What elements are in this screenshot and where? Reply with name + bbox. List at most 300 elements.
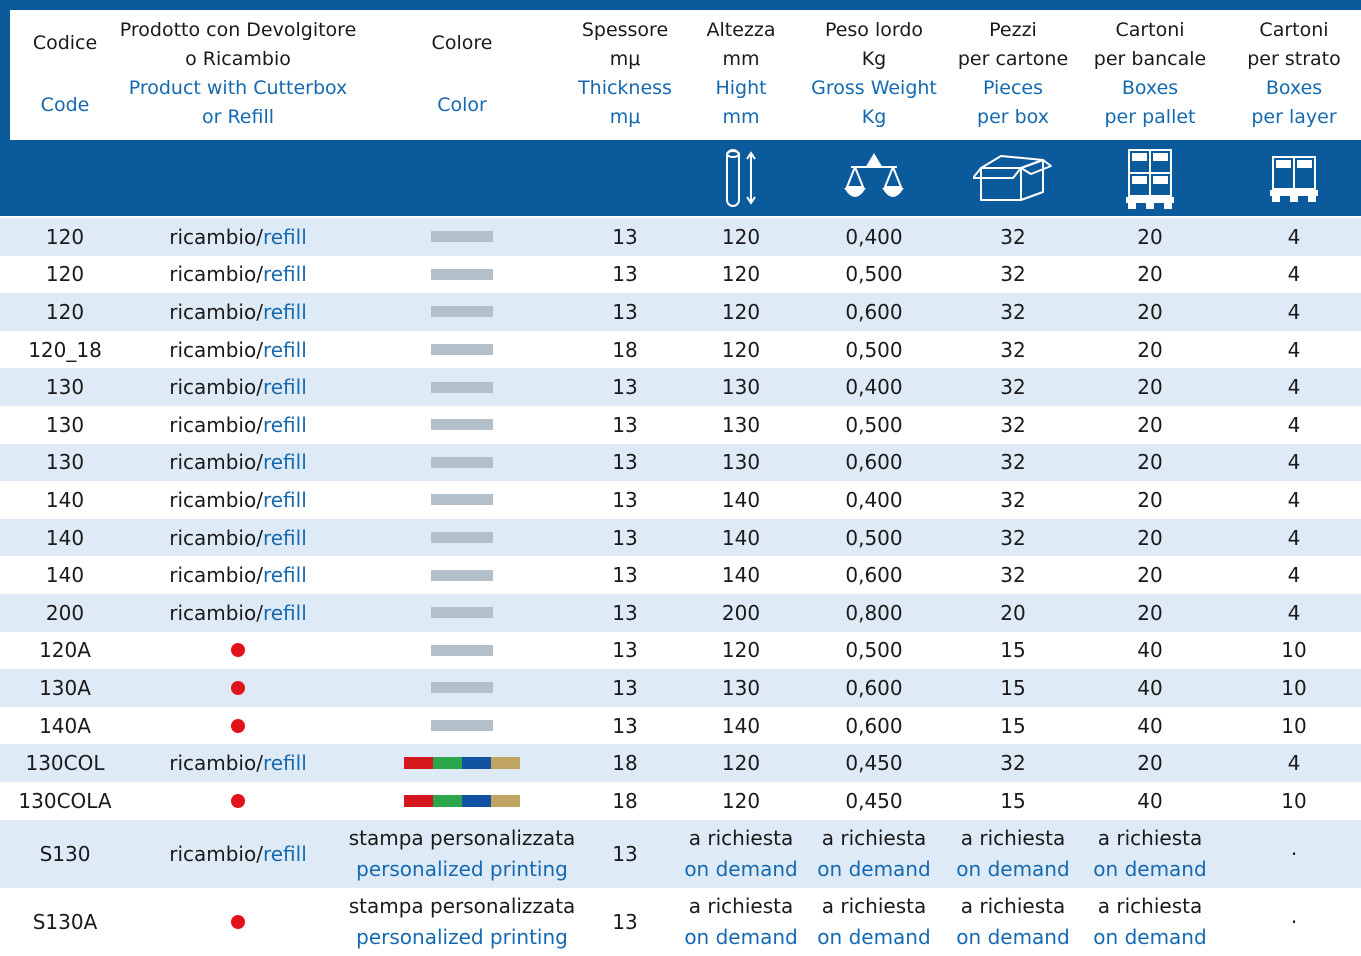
height-roll-icon <box>696 146 786 210</box>
color-swatch-segment <box>404 757 433 769</box>
cell-thickness <box>565 256 685 294</box>
pieces-per-box-value: 32 <box>1000 487 1026 512</box>
cell-boxes-per-layer <box>1229 556 1359 594</box>
cell-boxes-per-layer <box>1229 594 1359 632</box>
header-label-en: Thickness mμ <box>578 77 672 128</box>
cell-color <box>362 481 562 519</box>
cell-thickness <box>565 744 685 782</box>
cell-boxes-per-pallet <box>1085 707 1215 745</box>
refill-label-it: ricambio/ <box>169 841 263 866</box>
cell-weight <box>799 218 949 256</box>
cell-product-type <box>120 820 356 888</box>
table-row <box>0 632 1361 670</box>
code-value: 120 <box>45 299 85 324</box>
boxes-per-layer-value: 10 <box>1281 788 1307 813</box>
cell-thickness <box>565 594 685 632</box>
cell-height <box>686 444 796 482</box>
pieces-per-box-value: 32 <box>1000 525 1026 550</box>
cell-boxes-per-layer <box>1229 444 1359 482</box>
refill-label-it: ricambio/ <box>169 412 263 437</box>
pieces-per-box-value: 20 <box>1000 600 1026 625</box>
refill-label-en: refill <box>262 525 307 550</box>
cell-height <box>686 481 796 519</box>
weight-value: 0,600 <box>845 299 903 324</box>
code-value: 130 <box>45 412 85 437</box>
cell-code <box>10 406 120 444</box>
refill-label-it: ricambio/ <box>169 224 263 249</box>
cell-boxes-per-pallet <box>1085 820 1215 888</box>
cell-pieces-per-box <box>948 256 1078 294</box>
boxes-per-pallet-value: 20 <box>1137 525 1163 550</box>
cell-boxes-per-layer <box>1229 406 1359 444</box>
refill-label-en: refill <box>262 224 307 249</box>
cell-boxes-per-layer <box>1229 256 1359 294</box>
thickness-value: 13 <box>612 375 638 400</box>
table-row <box>0 594 1361 632</box>
cell-thickness <box>565 888 685 956</box>
cell-pieces-per-box <box>948 293 1078 331</box>
code-value: 130COL <box>25 751 105 776</box>
cell-weight <box>799 888 949 956</box>
code-value: 140 <box>45 563 85 588</box>
cell-weight <box>799 519 949 557</box>
refill-label-en: refill <box>262 262 307 287</box>
cell-color <box>362 632 562 670</box>
color-swatch-grey <box>431 231 493 242</box>
boxes-per-layer-value: 4 <box>1287 487 1301 512</box>
cell-weight <box>799 406 949 444</box>
demand-label-it: a richiesta <box>960 893 1066 918</box>
cell-color <box>362 519 562 557</box>
cell-boxes-per-pallet <box>1085 744 1215 782</box>
code-value: 130A <box>39 675 91 700</box>
weight-value: 0,500 <box>845 525 903 550</box>
refill-label-en: refill <box>262 337 307 362</box>
header-pieces-per-box <box>948 10 1078 138</box>
cell-weight <box>799 669 949 707</box>
color-swatch-grey <box>431 344 493 355</box>
demand-label-it: a richiesta <box>960 825 1066 850</box>
pieces-per-box-value: 32 <box>1000 375 1026 400</box>
cutterbox-dot-icon <box>231 719 245 733</box>
refill-label-it: ricambio/ <box>169 450 263 475</box>
color-swatch-segment <box>491 795 520 807</box>
cell-height <box>686 707 796 745</box>
header-label-en: Boxes per layer <box>1251 77 1337 128</box>
boxes-per-layer-value: · <box>1290 909 1298 934</box>
refill-label-it: ricambio/ <box>169 563 263 588</box>
table-row <box>0 293 1361 331</box>
cell-height <box>686 888 796 956</box>
header-label-it: Cartoni per strato <box>1247 19 1341 70</box>
cell-boxes-per-pallet <box>1085 632 1215 670</box>
weight-value: 0,400 <box>845 487 903 512</box>
cell-weight <box>799 293 949 331</box>
header-label-en: Pieces per box <box>977 77 1049 128</box>
boxes-per-layer-value: · <box>1290 841 1298 866</box>
header-boxes-per-pallet <box>1085 10 1215 138</box>
cutterbox-dot-icon <box>231 643 245 657</box>
cell-boxes-per-pallet <box>1085 669 1215 707</box>
cell-boxes-per-pallet <box>1085 782 1215 820</box>
cell-pieces-per-box <box>948 368 1078 406</box>
cell-color <box>362 782 562 820</box>
cell-height <box>686 218 796 256</box>
boxes-per-pallet-value: 20 <box>1137 224 1163 249</box>
pieces-per-box-value: 15 <box>1000 788 1026 813</box>
table-row <box>0 519 1361 557</box>
refill-label-it: ricambio/ <box>169 525 263 550</box>
header-label-it: Pezzi per cartone <box>957 19 1069 70</box>
boxes-per-pallet-value: 20 <box>1137 487 1163 512</box>
height-value: 120 <box>721 751 761 776</box>
height-value: 120 <box>721 788 761 813</box>
header-height <box>686 10 796 138</box>
color-swatch-grey <box>431 532 493 543</box>
weight-value: 0,400 <box>845 375 903 400</box>
cell-boxes-per-layer <box>1229 744 1359 782</box>
pieces-per-box-value: 32 <box>1000 224 1026 249</box>
cell-color <box>362 218 562 256</box>
cell-height <box>686 744 796 782</box>
weight-value: 0,500 <box>845 262 903 287</box>
header-label-en: Code <box>40 94 90 116</box>
height-value: 140 <box>721 487 761 512</box>
height-value: 120 <box>721 638 761 663</box>
weight-value: 0,600 <box>845 675 903 700</box>
cell-height <box>686 331 796 369</box>
cell-boxes-per-layer <box>1229 888 1359 956</box>
height-value: 120 <box>721 299 761 324</box>
header-color <box>362 10 562 138</box>
cell-weight <box>799 256 949 294</box>
cell-code <box>10 331 120 369</box>
cell-pieces-per-box <box>948 594 1078 632</box>
cell-code <box>10 782 120 820</box>
table-row <box>0 744 1361 782</box>
header-label-it: Altezza mm <box>706 19 776 70</box>
table-row <box>0 406 1361 444</box>
refill-label-en: refill <box>262 600 307 625</box>
height-value: 140 <box>721 563 761 588</box>
cell-color <box>362 707 562 745</box>
thickness-value: 13 <box>612 412 638 437</box>
demand-label-en: on demand <box>1093 924 1207 949</box>
cell-pieces-per-box <box>948 669 1078 707</box>
pieces-per-box-value: 32 <box>1000 751 1026 776</box>
header-label-it: Codice <box>32 32 98 54</box>
cell-product-type <box>120 256 356 294</box>
thickness-value: 13 <box>612 675 638 700</box>
cell-product-type <box>120 594 356 632</box>
thickness-value: 13 <box>612 909 638 934</box>
height-value: 130 <box>721 412 761 437</box>
cell-thickness <box>565 707 685 745</box>
weight-value: 0,600 <box>845 450 903 475</box>
weight-value: 0,600 <box>845 563 903 588</box>
boxes-per-pallet-value: 40 <box>1137 675 1163 700</box>
cell-code <box>10 481 120 519</box>
cutterbox-dot-icon <box>231 681 245 695</box>
color-swatch-segment <box>433 795 462 807</box>
cell-height <box>686 556 796 594</box>
header-thickness <box>565 10 685 138</box>
cutterbox-dot-icon <box>231 794 245 808</box>
header-boxes-per-layer <box>1229 10 1359 138</box>
header-label-en: Hight mm <box>715 77 767 128</box>
cell-pieces-per-box <box>948 519 1078 557</box>
cell-color <box>362 444 562 482</box>
pieces-per-box-value: 15 <box>1000 713 1026 738</box>
cell-boxes-per-layer <box>1229 293 1359 331</box>
cell-product-type <box>120 782 356 820</box>
cell-color <box>348 820 576 888</box>
cell-weight <box>799 368 949 406</box>
table-row <box>0 707 1361 745</box>
cell-color <box>362 744 562 782</box>
color-swatch-grey <box>431 306 493 317</box>
printing-label-it: stampa personalizzata <box>348 893 576 918</box>
header-label-it: Prodotto con Devolgitore o Ricambio <box>119 19 357 70</box>
cell-boxes-per-layer <box>1229 519 1359 557</box>
cell-color <box>362 331 562 369</box>
thickness-value: 13 <box>612 299 638 324</box>
cell-weight <box>799 556 949 594</box>
cell-product-type <box>120 331 356 369</box>
color-swatch-segment <box>404 795 433 807</box>
cell-code <box>10 556 120 594</box>
pieces-per-box-value: 32 <box>1000 262 1026 287</box>
refill-label-en: refill <box>262 751 307 776</box>
color-swatch-grey <box>431 457 493 468</box>
cell-code <box>10 256 120 294</box>
cell-boxes-per-pallet <box>1085 368 1215 406</box>
cell-pieces-per-box <box>948 782 1078 820</box>
thickness-value: 13 <box>612 841 638 866</box>
demand-label-it: a richiesta <box>688 893 794 918</box>
cell-weight <box>799 481 949 519</box>
color-swatch-segment <box>462 757 491 769</box>
cell-boxes-per-layer <box>1229 331 1359 369</box>
code-value: S130A <box>32 909 98 934</box>
cell-code <box>10 368 120 406</box>
height-value: 140 <box>721 525 761 550</box>
cell-code <box>10 744 120 782</box>
color-swatch-grey <box>431 645 493 656</box>
cell-boxes-per-pallet <box>1085 406 1215 444</box>
demand-label-it: a richiesta <box>688 825 794 850</box>
cell-boxes-per-pallet <box>1085 556 1215 594</box>
boxes-per-layer-value: 4 <box>1287 299 1301 324</box>
cell-boxes-per-layer <box>1229 707 1359 745</box>
code-value: 140 <box>45 487 85 512</box>
demand-label-en: on demand <box>817 924 931 949</box>
cell-color <box>362 669 562 707</box>
color-swatch-segment <box>462 795 491 807</box>
header-label-it: Peso lordo Kg <box>824 19 924 70</box>
top-blue-bar <box>0 0 1361 10</box>
cell-weight <box>799 444 949 482</box>
refill-label-it: ricambio/ <box>169 375 263 400</box>
height-value: 130 <box>721 675 761 700</box>
color-swatch-grey <box>431 269 493 280</box>
refill-label-en: refill <box>262 375 307 400</box>
header-weight <box>799 10 949 138</box>
cell-weight <box>799 331 949 369</box>
cell-thickness <box>565 293 685 331</box>
boxes-per-pallet-value: 40 <box>1137 788 1163 813</box>
code-value: 140 <box>45 525 85 550</box>
cell-thickness <box>565 444 685 482</box>
code-value: 130 <box>45 375 85 400</box>
weight-value: 0,500 <box>845 638 903 663</box>
printing-label-it: stampa personalizzata <box>348 825 576 850</box>
cell-height <box>686 782 796 820</box>
cell-color <box>362 406 562 444</box>
cell-thickness <box>565 782 685 820</box>
demand-label-en: on demand <box>684 856 798 881</box>
code-value: 120 <box>45 224 85 249</box>
boxes-per-layer-value: 4 <box>1287 450 1301 475</box>
boxes-per-pallet-value: 20 <box>1137 375 1163 400</box>
cell-boxes-per-pallet <box>1085 481 1215 519</box>
header-label-it: Colore <box>431 32 493 54</box>
code-value: 130 <box>45 450 85 475</box>
thickness-value: 13 <box>612 600 638 625</box>
demand-label-en: on demand <box>817 856 931 881</box>
cell-code <box>10 888 120 956</box>
header-label-en: Color <box>437 94 487 116</box>
weight-value: 0,400 <box>845 224 903 249</box>
cell-product-type <box>120 519 356 557</box>
cell-boxes-per-pallet <box>1085 331 1215 369</box>
cell-pieces-per-box <box>948 744 1078 782</box>
cell-product-type <box>120 406 356 444</box>
boxes-per-layer-value: 4 <box>1287 525 1301 550</box>
boxes-per-layer-value: 4 <box>1287 224 1301 249</box>
refill-label-it: ricambio/ <box>169 487 263 512</box>
cell-boxes-per-layer <box>1229 218 1359 256</box>
color-swatch-segment <box>491 757 520 769</box>
cell-boxes-per-pallet <box>1085 444 1215 482</box>
boxes-per-pallet-value: 20 <box>1137 563 1163 588</box>
table-row <box>0 331 1361 369</box>
cell-code <box>10 444 120 482</box>
table-row <box>0 256 1361 294</box>
cell-color <box>362 594 562 632</box>
table-row <box>0 820 1361 888</box>
cell-height <box>686 820 796 888</box>
demand-label-en: on demand <box>956 924 1070 949</box>
code-value: 140A <box>39 713 91 738</box>
cell-pieces-per-box <box>948 820 1078 888</box>
refill-label-en: refill <box>262 487 307 512</box>
boxes-per-pallet-value: 20 <box>1137 600 1163 625</box>
thickness-value: 13 <box>612 525 638 550</box>
table-row <box>0 444 1361 482</box>
cell-product-type <box>120 632 356 670</box>
table-row <box>0 368 1361 406</box>
cell-product-type <box>120 293 356 331</box>
pieces-per-box-value: 32 <box>1000 337 1026 362</box>
height-value: 120 <box>721 337 761 362</box>
cell-height <box>686 406 796 444</box>
header-label-it: Cartoni per bancale <box>1093 19 1207 70</box>
cell-boxes-per-pallet <box>1085 594 1215 632</box>
cutterbox-dot-icon <box>231 915 245 929</box>
cell-product-type <box>120 556 356 594</box>
table-row <box>0 782 1361 820</box>
weight-value: 0,500 <box>845 337 903 362</box>
layer-icon <box>1249 146 1339 210</box>
scale-icon <box>829 146 919 210</box>
height-value: 130 <box>721 450 761 475</box>
cell-weight <box>799 707 949 745</box>
refill-label-it: ricambio/ <box>169 262 263 287</box>
cell-weight <box>799 820 949 888</box>
boxes-per-pallet-value: 20 <box>1137 450 1163 475</box>
boxes-per-pallet-value: 40 <box>1137 638 1163 663</box>
color-swatch-multi <box>404 757 520 769</box>
cell-pieces-per-box <box>948 406 1078 444</box>
cell-boxes-per-pallet <box>1085 293 1215 331</box>
cell-weight <box>799 594 949 632</box>
header-label-it: Spessore mμ <box>581 19 669 70</box>
refill-label-en: refill <box>262 299 307 324</box>
refill-label-en: refill <box>262 450 307 475</box>
cell-thickness <box>565 820 685 888</box>
cell-code <box>10 293 120 331</box>
table-row <box>0 481 1361 519</box>
cell-thickness <box>565 481 685 519</box>
boxes-per-layer-value: 4 <box>1287 337 1301 362</box>
cell-height <box>686 519 796 557</box>
cell-height <box>686 256 796 294</box>
printing-label-en: personalized printing <box>356 924 568 949</box>
thickness-value: 18 <box>612 788 638 813</box>
cell-color <box>362 293 562 331</box>
boxes-per-pallet-value: 20 <box>1137 337 1163 362</box>
cell-height <box>686 632 796 670</box>
table-row <box>0 888 1361 956</box>
height-value: 200 <box>721 600 761 625</box>
color-swatch-grey <box>431 682 493 693</box>
cell-boxes-per-layer <box>1229 481 1359 519</box>
cell-product-type <box>120 481 356 519</box>
table-row <box>0 556 1361 594</box>
demand-label-it: a richiesta <box>821 825 927 850</box>
weight-value: 0,600 <box>845 713 903 738</box>
color-swatch-multi <box>404 795 520 807</box>
color-swatch-grey <box>431 570 493 581</box>
cell-pieces-per-box <box>948 444 1078 482</box>
cell-product-type <box>120 707 356 745</box>
weight-value: 0,450 <box>845 788 903 813</box>
pieces-per-box-value: 32 <box>1000 563 1026 588</box>
boxes-per-pallet-value: 20 <box>1137 751 1163 776</box>
cell-thickness <box>565 406 685 444</box>
boxes-per-layer-value: 4 <box>1287 412 1301 437</box>
boxes-per-layer-value: 4 <box>1287 600 1301 625</box>
boxes-per-layer-value: 4 <box>1287 751 1301 776</box>
header-label-en: Product with Cutterbox or Refill <box>128 77 348 128</box>
cell-code <box>10 669 120 707</box>
cell-thickness <box>565 632 685 670</box>
code-value: 130COLA <box>18 788 112 813</box>
refill-label-it: ricambio/ <box>169 751 263 776</box>
cell-boxes-per-pallet <box>1085 888 1215 956</box>
boxes-per-layer-value: 10 <box>1281 713 1307 738</box>
